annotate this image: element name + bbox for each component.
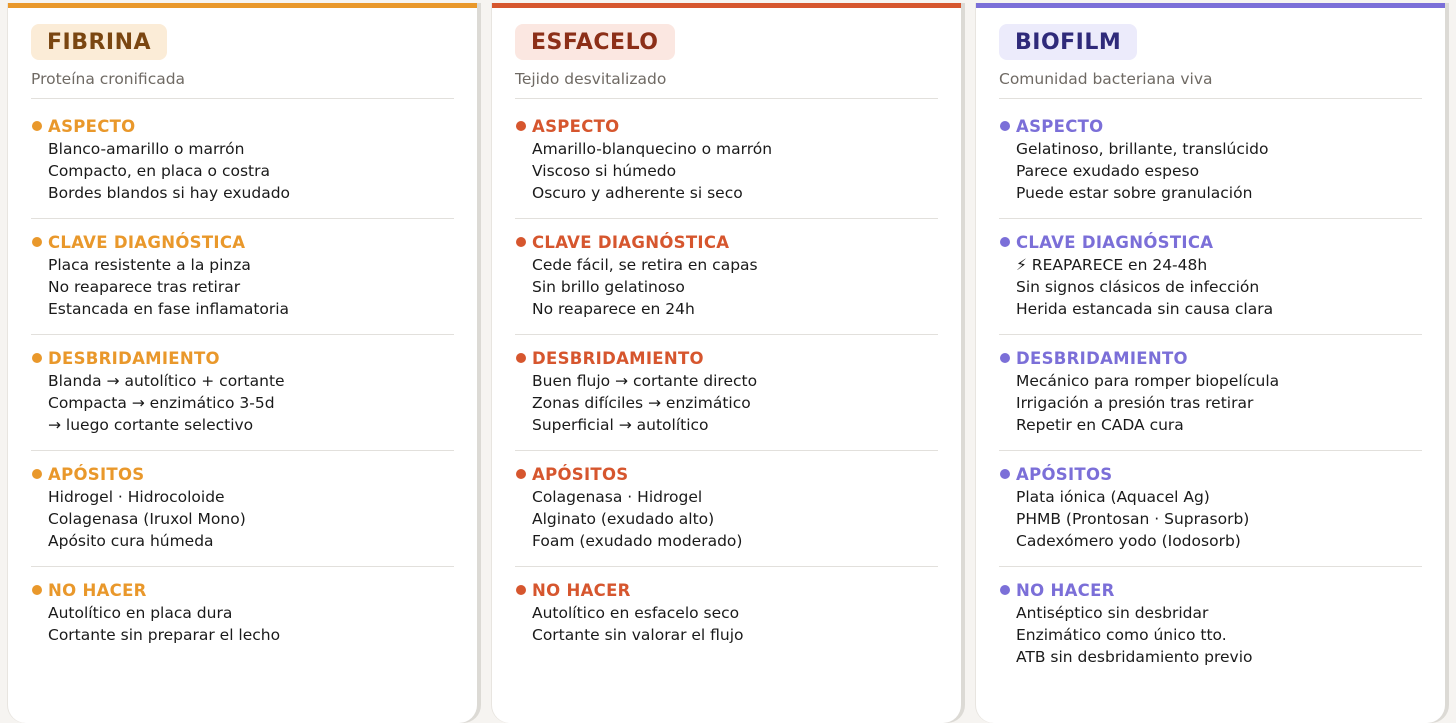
bullet-dot-icon xyxy=(516,353,526,363)
section-clave-diagnostica xyxy=(31,232,454,320)
section-title: DESBRIDAMIENTO xyxy=(48,349,220,368)
section-line: Cede fácil, se retira en capas xyxy=(532,256,758,274)
card-esfacelo xyxy=(492,3,961,723)
section-line: No reaparece en 24h xyxy=(532,300,695,318)
divider xyxy=(515,98,938,99)
bullet-dot-icon xyxy=(32,237,42,247)
section-title: APÓSITOS xyxy=(48,465,145,484)
card-biofilm xyxy=(976,3,1445,723)
section-title: DESBRIDAMIENTO xyxy=(1016,349,1188,368)
section-line: Bordes blandos si hay exudado xyxy=(48,184,291,202)
section-line: ATB sin desbridamiento previo xyxy=(1016,648,1253,666)
card-fibrina xyxy=(8,3,477,723)
section-line: Compacta → enzimático 3-5d xyxy=(48,394,275,412)
section-clave-diagnostica xyxy=(515,232,938,320)
section-line: Blanda → autolítico + cortante xyxy=(48,372,285,390)
bullet-dot-icon xyxy=(1000,121,1010,131)
section-line: Autolítico en placa dura xyxy=(48,604,233,622)
divider xyxy=(999,218,1422,219)
section-title: NO HACER xyxy=(1016,581,1115,600)
divider xyxy=(999,98,1422,99)
section-title: CLAVE DIAGNÓSTICA xyxy=(48,233,246,252)
section-line: PHMB (Prontosan · Suprasorb) xyxy=(1016,510,1250,528)
bullet-dot-icon xyxy=(32,469,42,479)
section-title: ASPECTO xyxy=(48,117,136,136)
bullet-dot-icon xyxy=(1000,469,1010,479)
section-line: Colagenasa (Iruxol Mono) xyxy=(48,510,246,528)
divider xyxy=(31,334,454,335)
section-line: Mecánico para romper biopelícula xyxy=(1016,372,1280,390)
section-no-hacer xyxy=(999,580,1422,668)
section-line: Superficial → autolítico xyxy=(532,416,709,434)
card-title-badge: FIBRINA xyxy=(31,24,167,60)
section-line: Compacto, en placa o costra xyxy=(48,162,270,180)
section-clave-diagnostica xyxy=(999,232,1422,320)
section-line: Herida estancada sin causa clara xyxy=(1016,300,1274,318)
bullet-dot-icon xyxy=(32,353,42,363)
bullet-dot-icon xyxy=(1000,353,1010,363)
section-line: Cortante sin valorar el flujo xyxy=(532,626,744,644)
section-line: Oscuro y adherente si seco xyxy=(532,184,743,202)
section-line: Repetir en CADA cura xyxy=(1016,416,1184,434)
section-line: Apósito cura húmeda xyxy=(48,532,214,550)
section-title: NO HACER xyxy=(532,581,631,600)
section-line: Parece exudado espeso xyxy=(1016,162,1200,180)
divider xyxy=(515,334,938,335)
section-line: Autolítico en esfacelo seco xyxy=(532,604,740,622)
divider xyxy=(31,218,454,219)
section-line: Hidrogel · Hidrocoloide xyxy=(48,488,225,506)
section-desbridamiento xyxy=(999,348,1422,436)
section-line: Antiséptico sin desbridar xyxy=(1016,604,1209,622)
section-title: NO HACER xyxy=(48,581,147,600)
bullet-dot-icon xyxy=(1000,585,1010,595)
section-line: Foam (exudado moderado) xyxy=(532,532,743,550)
card-subtitle: Tejido desvitalizado xyxy=(515,70,667,88)
card-accent-bar xyxy=(8,3,477,8)
section-title: ASPECTO xyxy=(532,117,620,136)
bullet-dot-icon xyxy=(32,121,42,131)
card-accent-bar xyxy=(492,3,961,8)
section-no-hacer xyxy=(515,580,938,646)
section-line: → luego cortante selectivo xyxy=(48,416,254,434)
section-title: DESBRIDAMIENTO xyxy=(532,349,704,368)
section-line: Zonas difíciles → enzimático xyxy=(532,394,751,412)
section-aspecto xyxy=(999,116,1422,204)
section-line: Buen flujo → cortante directo xyxy=(532,372,758,390)
card-title-badge: ESFACELO xyxy=(515,24,675,60)
section-apositos xyxy=(515,464,938,552)
bullet-dot-icon xyxy=(516,469,526,479)
section-desbridamiento xyxy=(31,348,454,436)
section-line: Alginato (exudado alto) xyxy=(532,510,715,528)
section-aspecto xyxy=(31,116,454,204)
divider xyxy=(515,566,938,567)
section-line: Placa resistente a la pinza xyxy=(48,256,251,274)
card-subtitle: Proteína cronificada xyxy=(31,70,186,88)
bullet-dot-icon xyxy=(516,237,526,247)
section-line: Sin signos clásicos de infección xyxy=(1016,278,1260,296)
section-apositos xyxy=(999,464,1422,552)
section-aspecto xyxy=(515,116,938,204)
section-desbridamiento xyxy=(515,348,938,436)
section-line: Irrigación a presión tras retirar xyxy=(1016,394,1254,412)
section-title: CLAVE DIAGNÓSTICA xyxy=(532,233,730,252)
section-line: Plata iónica (Aquacel Ag) xyxy=(1016,488,1210,506)
card-title-badge: BIOFILM xyxy=(999,24,1137,60)
divider xyxy=(515,218,938,219)
section-line: Estancada en fase inflamatoria xyxy=(48,300,290,318)
divider xyxy=(515,450,938,451)
section-line: ⚡ REAPARECE en 24-48h xyxy=(1016,256,1208,274)
section-title: APÓSITOS xyxy=(532,465,629,484)
bullet-dot-icon xyxy=(1000,237,1010,247)
card-subtitle: Comunidad bacteriana viva xyxy=(999,70,1213,88)
section-apositos xyxy=(31,464,454,552)
section-line: Enzimático como único tto. xyxy=(1016,626,1227,644)
divider xyxy=(31,450,454,451)
section-line: Colagenasa · Hidrogel xyxy=(532,488,703,506)
section-title: CLAVE DIAGNÓSTICA xyxy=(1016,233,1214,252)
section-line: No reaparece tras retirar xyxy=(48,278,241,296)
bullet-dot-icon xyxy=(516,121,526,131)
divider xyxy=(31,98,454,99)
card-accent-bar xyxy=(976,3,1445,8)
section-title: APÓSITOS xyxy=(1016,465,1113,484)
section-line: Sin brillo gelatinoso xyxy=(532,278,685,296)
section-no-hacer xyxy=(31,580,454,646)
section-line: Blanco-amarillo o marrón xyxy=(48,140,245,158)
bullet-dot-icon xyxy=(32,585,42,595)
section-line: Cadexómero yodo (Iodosorb) xyxy=(1016,532,1241,550)
section-line: Amarillo-blanquecino o marrón xyxy=(532,140,773,158)
divider xyxy=(999,566,1422,567)
divider xyxy=(999,450,1422,451)
section-line: Puede estar sobre granulación xyxy=(1016,184,1253,202)
section-line: Cortante sin preparar el lecho xyxy=(48,626,281,644)
section-line: Viscoso si húmedo xyxy=(532,162,677,180)
divider xyxy=(31,566,454,567)
section-line: Gelatinoso, brillante, translúcido xyxy=(1016,140,1269,158)
section-title: ASPECTO xyxy=(1016,117,1104,136)
bullet-dot-icon xyxy=(516,585,526,595)
divider xyxy=(999,334,1422,335)
